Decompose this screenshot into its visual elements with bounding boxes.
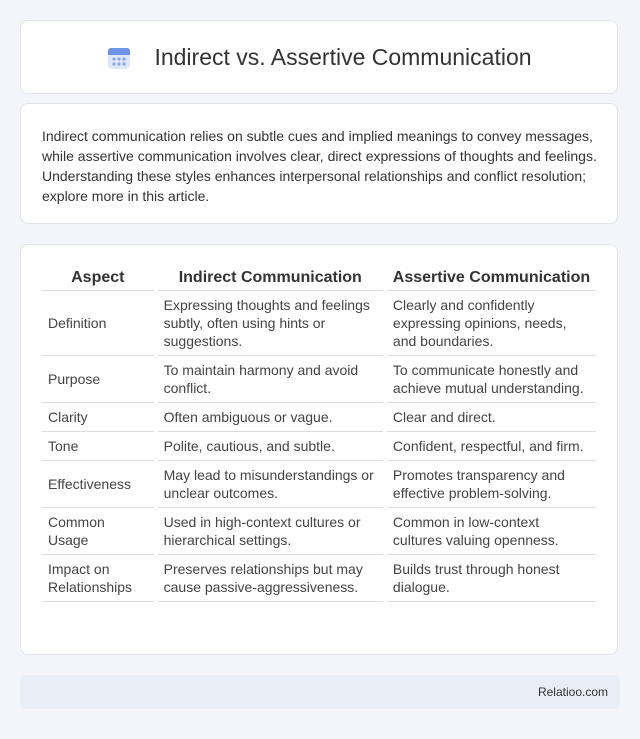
cell-indirect: Preserves relationships but may cause passive-aggressiveness. [158,555,383,602]
header-assertive: Assertive Communication [387,265,596,291]
cell-indirect: Used in high-context cultures or hierarchical settings. [158,508,383,555]
table-row [42,403,596,432]
intro-card [20,103,618,224]
cell-indirect: Often ambiguous or vague. [158,403,383,432]
table-row [42,291,596,356]
intro-paragraph: Indirect communication relies on subtle cues and implied meanings to convey messages, while assertive communication involves clear, direct expressions of thoughts and feelings. Understanding these styles enhances interpersonal relationships and conflict resolution; explore more in this article. [42,128,597,204]
table-row [42,461,596,508]
cell-assertive: To communicate honestly and achieve mutual understanding. [387,356,596,403]
cell-indirect: May lead to misunderstandings or unclear outcomes. [158,461,383,508]
cell-aspect: Effectiveness [42,461,154,508]
table-header-row [42,265,596,291]
cell-assertive: Promotes transparency and effective problem-solving. [387,461,596,508]
cell-aspect: Impact on Relationships [42,555,154,602]
page-title: Indirect vs. Assertive Communication [154,43,532,70]
cell-assertive: Clear and direct. [387,403,596,432]
table-row [42,555,596,602]
footer-site-name: Relatioo.com [537,685,608,699]
cell-aspect: Purpose [42,356,154,403]
calendar-icon [106,45,132,71]
table-row [42,432,596,461]
comparison-table [38,265,600,602]
table-row [42,356,596,403]
cell-aspect: Definition [42,291,154,356]
title-card [20,20,618,94]
cell-assertive: Clearly and confidently expressing opinions, needs, and boundaries. [387,291,596,356]
cell-indirect: Expressing thoughts and feelings subtly, often using hints or suggestions. [158,291,383,356]
cell-assertive: Confident, respectful, and firm. [387,432,596,461]
cell-indirect: To maintain harmony and avoid conflict. [158,356,383,403]
header-indirect: Indirect Communication [158,265,383,291]
cell-assertive: Common in low-context cultures valuing openness. [387,508,596,555]
header-aspect: Aspect [42,265,154,291]
cell-indirect: Polite, cautious, and subtle. [158,432,383,461]
table-row [42,508,596,555]
comparison-table-card [20,244,618,655]
cell-aspect: Common Usage [42,508,154,555]
footer-bar [20,675,620,709]
cell-aspect: Clarity [42,403,154,432]
cell-aspect: Tone [42,432,154,461]
cell-assertive: Builds trust through honest dialogue. [387,555,596,602]
